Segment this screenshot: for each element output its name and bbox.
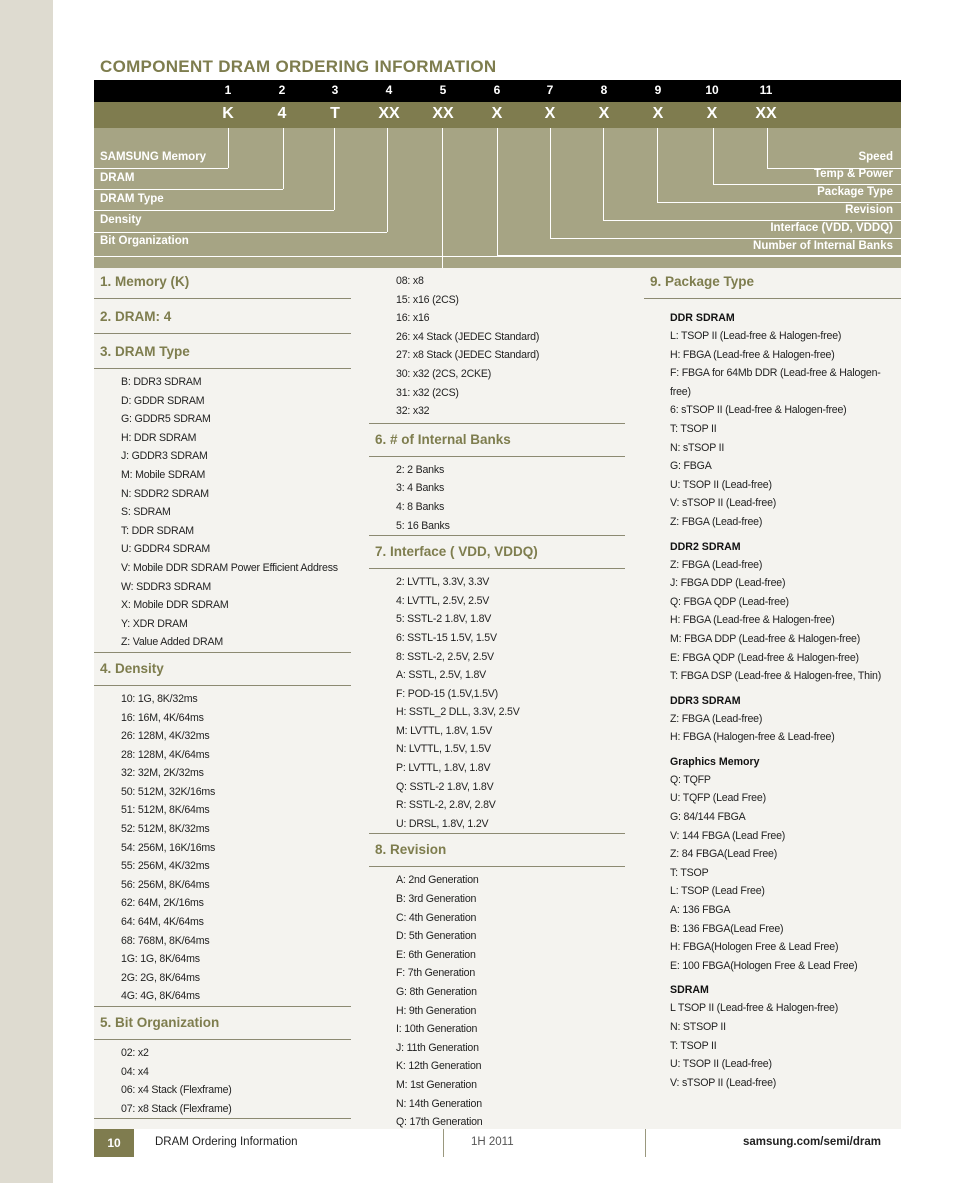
diagram-label-right: Number of Internal Banks: [753, 240, 893, 252]
page-number: 10: [94, 1129, 134, 1157]
column-3: [644, 268, 901, 1092]
package-type-item: B: 136 FBGA(Lead Free): [670, 922, 784, 935]
bit-organization-list: [94, 1040, 351, 1119]
dram-type-item: V: Mobile DDR SDRAM Power Efficient Address: [121, 561, 338, 574]
internal-banks-item: 2: 2 Banks: [396, 463, 445, 476]
bit-organization-item: 16: x16: [396, 312, 430, 325]
bit-organization-item: 27: x8 Stack (JEDEC Standard): [396, 349, 540, 362]
page-title: COMPONENT DRAM ORDERING INFORMATION: [100, 57, 497, 76]
density-item: 2G: 2G, 8K/64ms: [121, 971, 200, 984]
package-type-item: L TSOP II (Lead-free & Halogen-free): [670, 1002, 839, 1015]
revision-item: F: 7th Generation: [396, 967, 476, 980]
package-type-item: Z: FBGA (Lead-free): [670, 712, 763, 725]
package-group-heading: Graphics Memory: [670, 755, 760, 768]
bit-organization-item: 26: x4 Stack (JEDEC Standard): [396, 330, 540, 343]
connector-line: [387, 128, 388, 232]
package-type-item: N: sTSOP II: [670, 441, 725, 454]
density-item: 55: 256M, 4K/32ms: [121, 860, 210, 873]
package-type-item: V: sTSOP II (Lead-free): [670, 1076, 777, 1089]
interface-item: F: POD-15 (1.5V,1.5V): [396, 687, 498, 700]
section-heading-memory: 1. Memory (K): [94, 272, 351, 299]
package-type-item: U: TQFP (Lead Free): [670, 792, 766, 805]
code-letter: X: [706, 105, 718, 122]
code-letter: 4: [277, 105, 287, 122]
package-group-heading: DDR3 SDRAM: [670, 694, 741, 707]
internal-banks-item: 4: 8 Banks: [396, 500, 445, 513]
section-heading-dram: 2. DRAM: 4: [94, 307, 351, 334]
interface-item: A: SSTL, 2.5V, 1.8V: [396, 669, 487, 682]
interface-list: [369, 569, 625, 834]
bit-organization-item: 30: x32 (2CS, 2CKE): [396, 367, 492, 380]
diagram-label-left: Density: [100, 214, 142, 226]
package-type-item: A: 136 FBGA: [670, 904, 731, 917]
connector-line: [228, 128, 229, 168]
interface-item: 5: SSTL-2 1.8V, 1.8V: [396, 613, 492, 626]
dram-type-item: B: DDR3 SDRAM: [121, 376, 202, 388]
diagram-label-left: Bit Organization: [100, 235, 189, 247]
density-item: 10: 1G, 8K/32ms: [121, 692, 198, 705]
package-type-item: L: TSOP (Lead Free): [670, 885, 765, 898]
package-type-item: H: FBGA(Hologen Free & Lead Free): [670, 941, 839, 954]
interface-item: P: LVTTL, 1.8V, 1.8V: [396, 762, 491, 775]
code-breakdown-diagram: [94, 128, 901, 268]
column-2: [369, 268, 625, 1133]
dram-type-item: X: Mobile DDR SDRAM: [121, 599, 229, 612]
revision-item: D: 5th Generation: [396, 930, 477, 943]
connector-line: [550, 128, 551, 238]
density-item: 51: 512M, 8K/64ms: [121, 804, 210, 817]
density-item: 68: 768M, 8K/64ms: [121, 934, 210, 947]
interface-item: R: SSTL-2, 2.8V, 2.8V: [396, 799, 496, 812]
interface-item: 2: LVTTL, 3.3V, 3.3V: [396, 576, 490, 589]
connector-line: [442, 128, 443, 268]
position-number: 7: [546, 83, 554, 97]
connector-line: [657, 202, 901, 203]
diagram-label-right: Interface (VDD, VDDQ): [770, 222, 893, 234]
connector-line: [713, 128, 714, 184]
position-number: 6: [493, 83, 501, 97]
section-heading-revision: 8. Revision: [369, 840, 625, 867]
footer-url[interactable]: samsung.com/semi/dram: [742, 1136, 881, 1148]
revision-item: C: 4th Generation: [396, 911, 477, 924]
package-type-item: Q: FBGA QDP (Lead-free): [670, 595, 789, 608]
code-letter: X: [544, 105, 556, 122]
diagram-label-right: Speed: [858, 151, 893, 163]
density-item: 28: 128M, 4K/64ms: [121, 748, 210, 761]
section-heading-package-type: 9. Package Type: [644, 272, 901, 299]
code-letter: XX: [432, 105, 454, 122]
package-type-item: H: FBGA (Lead-free & Halogen-free): [670, 614, 835, 627]
package-type-item: G: 84/144 FBGA: [670, 811, 746, 824]
code-letter: X: [652, 105, 664, 122]
dram-type-item: J: GDDR3 SDRAM: [121, 450, 208, 463]
connector-line: [713, 184, 901, 185]
connector-line: [94, 210, 334, 211]
connector-line: [767, 128, 768, 168]
section-heading-dram-type: 3. DRAM Type: [94, 342, 351, 369]
package-group-heading: DDR2 SDRAM: [670, 540, 741, 553]
density-item: 1G: 1G, 8K/64ms: [121, 953, 200, 966]
interface-item: M: LVTTL, 1.8V, 1.5V: [396, 724, 493, 737]
diagram-label-right: Revision: [845, 204, 893, 216]
bit-organization-item: 07: x8 Stack (Flexframe): [121, 1102, 232, 1115]
bit-organization-item: 06: x4 Stack (Flexframe): [121, 1084, 232, 1097]
package-type-item: Q: TQFP: [670, 773, 711, 786]
revision-item: E: 6th Generation: [396, 948, 476, 961]
package-type-item: 6: sTSOP II (Lead-free & Halogen-free): [670, 404, 847, 417]
position-number: 2: [278, 83, 286, 97]
package-type-item: G: FBGA: [670, 460, 712, 473]
package-type-item: Z: FBGA (Lead-free): [670, 515, 763, 528]
dram-type-item: S: SDRAM: [121, 506, 171, 519]
package-type-item: H: FBGA (Halogen-free & Lead-free): [670, 731, 835, 744]
interface-item: U: DRSL, 1.8V, 1.2V: [396, 817, 489, 830]
package-type-item: Z: FBGA (Lead-free): [670, 558, 763, 571]
footer-section-title: DRAM Ordering Information: [155, 1136, 298, 1148]
footer-divider: [645, 1129, 646, 1157]
package-type-item: V: sTSOP II (Lead-free): [670, 497, 777, 510]
position-number: 5: [439, 83, 447, 97]
internal-banks-item: 3: 4 Banks: [396, 482, 445, 495]
density-item: 52: 512M, 8K/32ms: [121, 823, 210, 836]
package-type-item: U: TSOP II (Lead-free): [670, 478, 772, 491]
package-type-item: M: FBGA DDP (Lead-free & Halogen-free): [670, 632, 861, 645]
code-letter-bar: [94, 102, 901, 128]
position-number: 10: [705, 83, 719, 97]
diagram-label-right: Package Type: [817, 186, 893, 198]
density-item: 16: 16M, 4K/64ms: [121, 711, 204, 724]
revision-item: G: 8th Generation: [396, 986, 477, 998]
code-letter: K: [222, 105, 234, 122]
left-margin-strip: [0, 0, 53, 1183]
density-item: 64: 64M, 4K/64ms: [121, 916, 204, 929]
density-list: [94, 686, 351, 1007]
package-group-heading: SDRAM: [670, 984, 709, 997]
package-type-groups: [644, 309, 901, 1092]
bit-organization-item: 08: x8: [396, 275, 424, 287]
section-heading-internal-banks: 6. # of Internal Banks: [369, 430, 625, 457]
connector-line: [94, 256, 901, 257]
bit-organization-item: 04: x4: [121, 1065, 149, 1078]
interface-item: N: LVTTL, 1.5V, 1.5V: [396, 743, 491, 756]
density-item: 26: 128M, 4K/32ms: [121, 730, 210, 743]
density-item: 56: 256M, 8K/64ms: [121, 878, 210, 891]
revision-item: Q: 17th Generation: [396, 1116, 483, 1129]
connector-line: [550, 238, 901, 239]
density-item: 50: 512M, 32K/16ms: [121, 785, 216, 798]
package-type-item: E: 100 FBGA(Hologen Free & Lead Free): [670, 959, 858, 972]
density-item: 54: 256M, 16K/16ms: [121, 841, 216, 854]
package-type-item: T: TSOP II: [670, 422, 717, 435]
position-number: 8: [600, 83, 608, 97]
position-number: 11: [759, 83, 773, 97]
internal-banks-list: [369, 457, 625, 536]
code-letter: X: [598, 105, 610, 122]
interface-item: 6: SSTL-15 1.5V, 1.5V: [396, 631, 497, 644]
revision-list: [369, 867, 625, 1132]
revision-item: J: 11th Generation: [396, 1041, 479, 1054]
package-type-item: N: STSOP II: [670, 1021, 726, 1033]
code-letter: XX: [755, 105, 777, 122]
position-number: 1: [224, 83, 232, 97]
connector-line: [94, 189, 283, 190]
column-1: [94, 268, 351, 1119]
density-item: 32: 32M, 2K/32ms: [121, 767, 204, 780]
diagram-label-left: DRAM Type: [100, 193, 164, 205]
dram-type-item: N: SDDR2 SDRAM: [121, 487, 209, 500]
connector-line: [657, 128, 658, 202]
bit-organization-item: 02: x2: [121, 1047, 149, 1059]
revision-item: B: 3rd Generation: [396, 893, 477, 906]
code-letter: T: [330, 105, 340, 122]
section-heading-density: 4. Density: [94, 659, 351, 686]
diagram-label-left: SAMSUNG Memory: [100, 151, 207, 163]
connector-line: [283, 128, 284, 189]
density-item: 4G: 4G, 8K/64ms: [121, 990, 200, 1003]
revision-item: I: 10th Generation: [396, 1023, 478, 1036]
interface-item: H: SSTL_2 DLL, 3.3V, 2.5V: [396, 706, 520, 719]
position-number-bar: [94, 80, 901, 102]
footer-divider: [443, 1129, 444, 1157]
bit-organization-list-continued: [369, 268, 625, 424]
bit-organization-item: 32: x32: [396, 405, 430, 418]
dram-type-item: T: DDR SDRAM: [121, 524, 194, 537]
revision-item: N: 14th Generation: [396, 1097, 482, 1110]
footer-date: 1H 2011: [471, 1136, 514, 1148]
position-number: 9: [654, 83, 662, 97]
revision-item: A: 2nd Generation: [396, 874, 479, 887]
package-type-item: Z: 84 FBGA(Lead Free): [670, 848, 778, 861]
footer: [94, 1129, 901, 1157]
package-type-item: T: TSOP II: [670, 1039, 717, 1052]
dram-type-item: Z: Value Added DRAM: [121, 636, 223, 649]
bit-organization-item: 31: x32 (2CS): [396, 386, 459, 399]
connector-line: [603, 220, 901, 221]
position-number: 3: [331, 83, 339, 97]
connector-line: [94, 168, 228, 169]
package-type-item: E: FBGA QDP (Lead-free & Halogen-free): [670, 651, 859, 664]
revision-item: M: 1st Generation: [396, 1078, 477, 1091]
internal-banks-item: 5: 16 Banks: [396, 519, 450, 532]
package-type-item: T: TSOP: [670, 866, 709, 879]
dram-type-item: U: GDDR4 SDRAM: [121, 543, 211, 556]
revision-item: H: 9th Generation: [396, 1004, 477, 1017]
interface-item: Q: SSTL-2 1.8V, 1.8V: [396, 780, 494, 793]
dram-type-item: G: GDDR5 SDRAM: [121, 413, 211, 426]
code-letter: XX: [378, 105, 400, 122]
package-type-item: T: FBGA DSP (Lead-free & Halogen-free, Thin): [670, 670, 882, 683]
dram-type-item: Y: XDR DRAM: [121, 617, 188, 630]
package-type-item: F: FBGA for 64Mb DDR (Lead-free & Halogen-free): [670, 367, 881, 398]
dram-type-item: W: SDDR3 SDRAM: [121, 580, 212, 593]
diagram-label-left: DRAM: [100, 172, 135, 184]
package-group-heading: DDR SDRAM: [670, 312, 735, 324]
connector-line: [334, 128, 335, 210]
interface-item: 8: SSTL-2, 2.5V, 2.5V: [396, 650, 494, 663]
dram-type-list: [94, 369, 351, 653]
code-letter: X: [491, 105, 503, 122]
section-heading-interface: 7. Interface ( VDD, VDDQ): [369, 542, 625, 569]
package-type-item: H: FBGA (Lead-free & Halogen-free): [670, 348, 835, 361]
dram-type-item: H: DDR SDRAM: [121, 431, 197, 444]
dram-type-item: D: GDDR SDRAM: [121, 394, 205, 407]
package-type-item: U: TSOP II (Lead-free): [670, 1058, 772, 1071]
density-item: 62: 64M, 2K/16ms: [121, 897, 204, 910]
interface-item: 4: LVTTL, 2.5V, 2.5V: [396, 594, 490, 607]
content-panel: [94, 268, 901, 1129]
diagram-label-right: Temp & Power: [813, 168, 893, 180]
package-type-item: J: FBGA DDP (Lead-free): [670, 577, 786, 590]
section-heading-bit-organization: 5. Bit Organization: [94, 1013, 351, 1040]
dram-type-item: M: Mobile SDRAM: [121, 468, 206, 481]
package-type-item: V: 144 FBGA (Lead Free): [670, 829, 786, 842]
connector-line: [497, 128, 498, 255]
package-type-item: L: TSOP II (Lead-free & Halogen-free): [670, 330, 842, 342]
revision-item: K: 12th Generation: [396, 1060, 482, 1073]
position-number: 4: [385, 83, 393, 97]
bit-organization-item: 15: x16 (2CS): [396, 293, 459, 306]
connector-line: [94, 232, 387, 233]
connector-line: [603, 128, 604, 220]
